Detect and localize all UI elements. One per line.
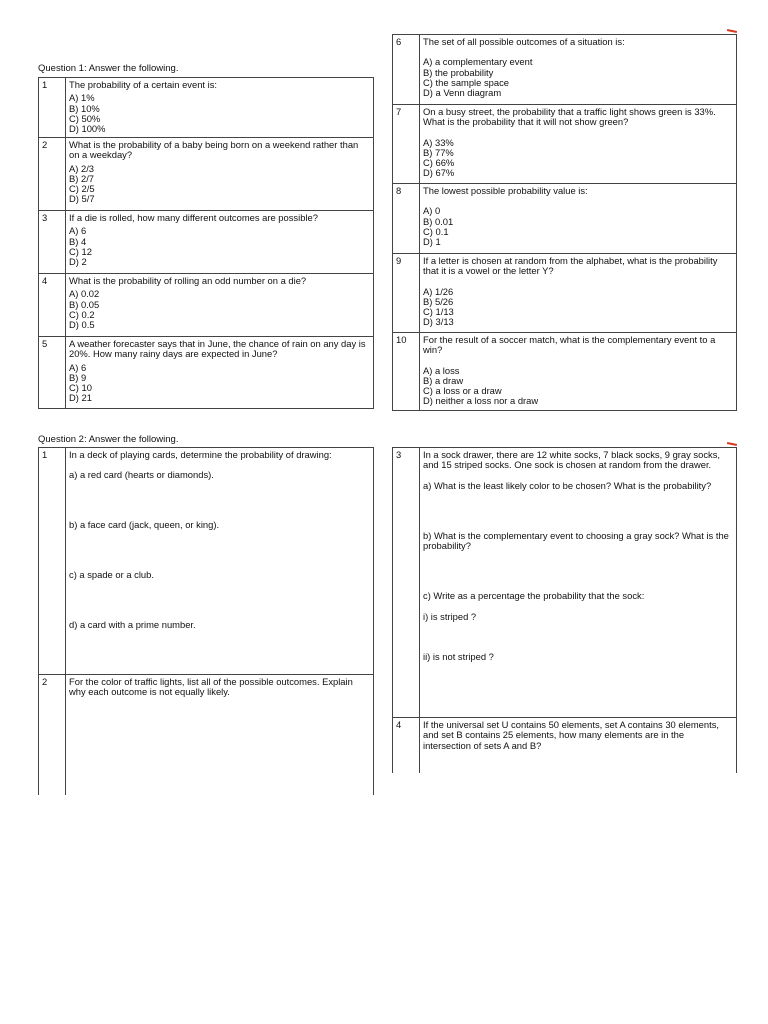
option: D) 2 — [69, 256, 87, 268]
question-cell — [420, 718, 737, 773]
option: D) neither a loss nor a draw — [423, 395, 539, 407]
option: A) 0.02 — [69, 288, 100, 300]
item-number: 5 — [39, 337, 66, 409]
option: C) 12 — [69, 245, 92, 257]
item-number: 4 — [39, 274, 66, 337]
item-number: 9 — [393, 254, 420, 333]
item-number: 3 — [39, 211, 66, 274]
option: C) 0.2 — [69, 308, 95, 320]
option: A) a complementary event — [423, 56, 533, 68]
option: B) 9 — [69, 371, 87, 383]
question-cell — [420, 184, 737, 254]
sub-question: d) a card with a prime number. — [69, 619, 196, 631]
option: B) 0.01 — [423, 215, 454, 227]
option: C) 66% — [423, 157, 455, 169]
question-cell — [66, 211, 374, 274]
question-text: In a sock drawer, there are 12 white socks, 7 black socks, 9 gray socks, and 15 striped socks. One sock is chosen at random from the drawer. — [423, 449, 721, 471]
option: B) 5/26 — [423, 295, 454, 307]
option: C) 1/13 — [423, 306, 454, 318]
item-number: 7 — [393, 105, 420, 184]
q1-left-table — [38, 77, 374, 409]
option: C) a loss or a draw — [423, 385, 502, 397]
sub-question: a) a red card (hearts or diamonds). — [69, 469, 214, 481]
q2-left-table — [38, 447, 374, 795]
item-number: 10 — [393, 333, 420, 411]
option: A) 6 — [69, 225, 87, 237]
option: D) 1 — [423, 236, 441, 248]
question-cell — [66, 274, 374, 337]
question-text: What is the probability of a baby being born on a weekend rather than on a weekday? — [69, 139, 359, 161]
item-number: 2 — [39, 675, 66, 795]
option: D) 0.5 — [69, 319, 95, 331]
option: D) a Venn diagram — [423, 87, 502, 99]
question-text: On a busy street, the probability that a traffic light shows green is 33%. What is the probability that it will not show green? — [423, 106, 716, 128]
option: C) the sample space — [423, 76, 509, 88]
question-cell — [66, 78, 374, 138]
option: D) 67% — [423, 167, 455, 179]
option: A) 1% — [69, 92, 95, 104]
option: C) 0.1 — [423, 225, 449, 237]
option: B) 0.05 — [69, 298, 100, 310]
q1-right-table — [392, 34, 737, 411]
item-number: 8 — [393, 184, 420, 254]
item-number: 1 — [39, 78, 66, 138]
question-text: What is the probability of rolling an odd number on a die? — [69, 275, 307, 286]
option: B) 10% — [69, 102, 100, 114]
sub-question: i) is striped ? — [423, 610, 477, 622]
option: B) 2/7 — [69, 172, 95, 184]
question-text: The probability of a certain event is: — [69, 79, 217, 90]
question-text: For the color of traffic lights, list all of the possible outcomes. Explain why each outcome is not equally likely. — [69, 676, 353, 698]
q2-right-table — [392, 447, 737, 773]
option: D) 21 — [69, 392, 92, 404]
item-number: 3 — [393, 448, 420, 718]
sub-question: b) What is the complementary event to choosing a gray sock? What is the probability? — [423, 529, 729, 552]
option: D) 5/7 — [69, 193, 95, 205]
sub-question: c) Write as a percentage the probability that the sock: — [423, 590, 645, 602]
question-cell — [66, 337, 374, 409]
question-cell — [420, 448, 737, 718]
option: B) the probability — [423, 66, 494, 78]
sub-question: b) a face card (jack, queen, or king). — [69, 518, 220, 530]
option: D) 3/13 — [423, 316, 454, 328]
question-text: For the result of a soccer match, what is the complementary event to a win? — [423, 334, 716, 356]
question-2-heading: Question 2: Answer the following. — [38, 434, 179, 445]
option: C) 2/5 — [69, 183, 95, 195]
question-text: In a deck of playing cards, determine the probability of drawing: — [69, 449, 332, 460]
item-number: 6 — [393, 35, 420, 105]
option: C) 10 — [69, 382, 92, 394]
question-cell — [420, 35, 737, 105]
option: A) 0 — [423, 205, 441, 217]
option: A) 33% — [423, 136, 454, 148]
option: B) a draw — [423, 374, 464, 386]
item-number: 1 — [39, 448, 66, 675]
option: D) 100% — [69, 123, 106, 135]
question-text: If a letter is chosen at random from the alphabet, what is the probability that it is a vowel or the letter Y? — [423, 255, 718, 277]
sub-question: a) What is the least likely color to be chosen? What is the probability? — [423, 479, 712, 491]
sub-question: c) a spade or a club. — [69, 568, 154, 580]
option: B) 77% — [423, 146, 454, 158]
item-number: 2 — [39, 138, 66, 211]
option: A) a loss — [423, 364, 460, 376]
question-cell — [420, 254, 737, 333]
question-text: A weather forecaster says that in June, the chance of rain on any day is 20%. How many rainy days are expected in June? — [69, 338, 366, 360]
option: B) 4 — [69, 235, 87, 247]
question-text: If the universal set U contains 50 elements, set A contains 30 elements, and set B contains 25 elements, how many elements are in the intersection of sets A and B? — [423, 719, 719, 751]
question-cell — [420, 105, 737, 184]
question-cell — [420, 333, 737, 411]
red-pen-mark — [727, 29, 737, 33]
question-text: If a die is rolled, how many different outcomes are possible? — [69, 212, 318, 223]
question-cell — [66, 675, 374, 795]
item-number: 4 — [393, 718, 420, 773]
option: A) 1/26 — [423, 285, 454, 297]
question-1-heading: Question 1: Answer the following. — [38, 63, 179, 74]
option: A) 2/3 — [69, 162, 95, 174]
question-cell — [66, 138, 374, 211]
sub-question: ii) is not striped ? — [423, 651, 494, 663]
question-text: The set of all possible outcomes of a situation is: — [423, 36, 625, 47]
question-cell — [66, 448, 374, 675]
option: A) 6 — [69, 361, 87, 373]
red-pen-mark — [727, 442, 737, 446]
question-text: The lowest possible probability value is: — [423, 185, 588, 196]
option: C) 50% — [69, 112, 101, 124]
